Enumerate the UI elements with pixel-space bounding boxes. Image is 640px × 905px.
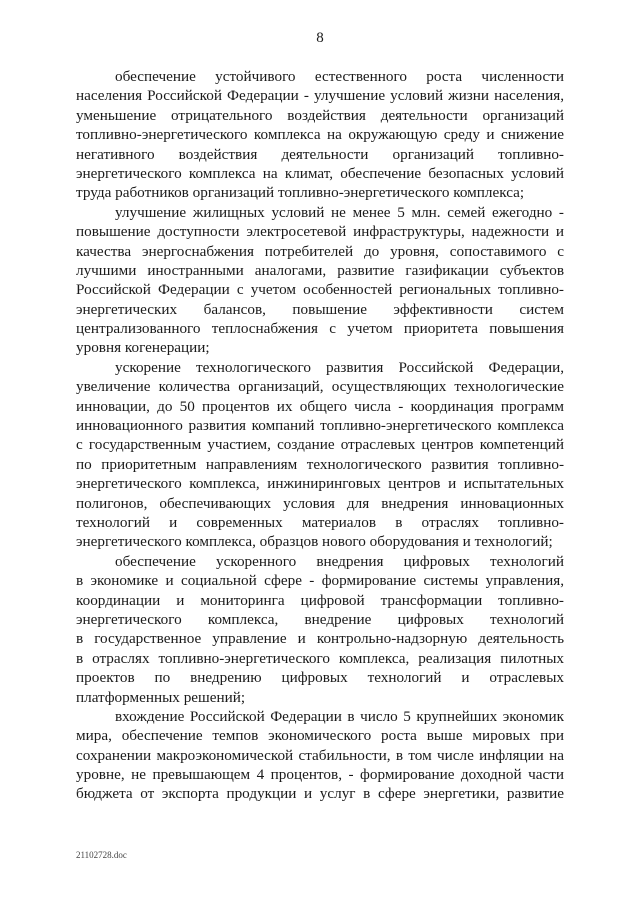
- text-line: по приоритетным направлениям технологического развития топливно-: [76, 455, 564, 473]
- text-line: в государственное управление и контрольно-надзорную деятельность: [76, 630, 564, 648]
- text-line: энергетического комплекса, инжиниринговых центров и испытательных: [76, 475, 564, 493]
- text-line: энергетического комплекса, внедрение цифровых технологий: [76, 610, 564, 628]
- text-line: топливно-энергетического комплекса на окружающую среду и снижение: [76, 126, 564, 144]
- text-line: обеспечение ускоренного внедрения цифровых технологий: [115, 552, 564, 570]
- text-line: улучшение жилищных условий не менее 5 млн. семей ежегодно -: [115, 203, 564, 221]
- text-line: повышение доступности электросетевой инфраструктуры, надежности и: [76, 223, 564, 241]
- text-line: бюджета от экспорта продукции и услуг в сфере энергетики, развитие: [76, 785, 564, 803]
- text-line: уровня когенерации;: [76, 339, 210, 357]
- text-line: с государственным участием, создание отраслевых центров компетенций: [76, 436, 564, 454]
- text-line: технологий и современных материалов в отраслях топливно-: [76, 513, 564, 531]
- text-line: обеспечение устойчивого естественного роста численности: [115, 68, 564, 85]
- text-line: увеличение количества организаций, осуществляющих технологические: [76, 378, 564, 396]
- text-line: труда работников организаций топливно-энергетического комплекса;: [76, 184, 525, 202]
- text-line: негативного воздействия деятельности организаций топливно-: [76, 145, 564, 163]
- text-line: централизованного теплоснабжения с учетом приоритета повышения: [76, 320, 564, 338]
- text-line: населения Российской Федерации - улучшение условий жизни населения,: [76, 87, 564, 105]
- text-line: сохранении макроэкономической стабильности, в том числе инфляции на: [76, 746, 564, 764]
- page-number: 8: [316, 30, 324, 46]
- text-line: инновации, до 50 процентов их общего числа - координация программ: [76, 397, 564, 415]
- text-line: энергетического комплекса, образцов нового оборудования и технологий;: [76, 533, 553, 551]
- text-line: качества энергоснабжения потребителей до уровня, сопоставимого с: [76, 242, 564, 260]
- document-filename: 21102728.doc: [76, 850, 127, 860]
- text-line: уровне, не превышающем 4 процентов, - формирование доходной части: [76, 766, 564, 784]
- text-line: в экономике и социальной сфере - формирование системы управления,: [76, 572, 564, 590]
- text-line: уменьшение отрицательного воздействия деятельности организаций: [76, 106, 564, 124]
- text-line: энергетических балансов, повышение эффективности систем: [76, 300, 564, 318]
- text-line: Российской Федерации с учетом особенностей региональных топливно-: [76, 281, 564, 299]
- text-line: инновационного развития компаний топливно-энергетического комплекса: [76, 417, 564, 435]
- text-line: мира, обеспечение темпов экономического роста выше мировых при: [76, 727, 564, 745]
- text-line: лучшими иностранными аналогами, развитие газификации субъектов: [76, 261, 564, 279]
- text-line: координации и мониторинга цифровой трансформации топливно-: [76, 591, 564, 609]
- text-line: в отраслях топливно-энергетического комплекса, реализация пилотных: [76, 649, 564, 667]
- document-body: [76, 67, 564, 804]
- text-line: энергетического комплекса на климат, обеспечение безопасных условий: [76, 164, 564, 182]
- text-line: проектов по внедрению цифровых технологий и отраслевых: [76, 669, 564, 687]
- text-line: вхождение Российской Федерации в число 5 крупнейших экономик: [115, 707, 564, 725]
- text-line: платформенных решений;: [76, 688, 246, 706]
- text-line: ускорение технологического развития Российской Федерации,: [115, 358, 564, 376]
- text-line: полигонов, обеспечивающих условия для внедрения инновационных: [76, 494, 564, 512]
